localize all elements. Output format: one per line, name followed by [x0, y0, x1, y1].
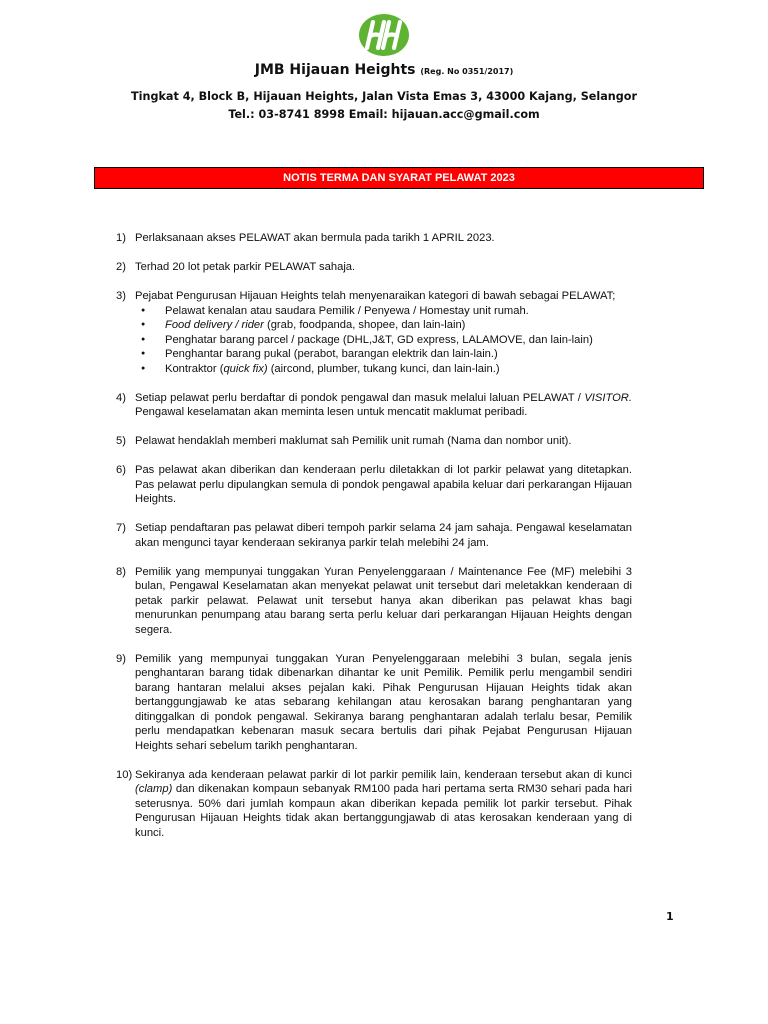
item-number: 2) [116, 261, 126, 273]
hh-logo [358, 13, 410, 57]
term-item-5 [116, 434, 632, 449]
item-number: 3) [116, 290, 126, 302]
org-contact: Tel.: 03-8741 8998 Email: hijauan.acc@gmail.com [228, 108, 540, 121]
item-text: Perlaksanaan akses PELAWAT akan bermula pada tarikh 1 APRIL 2023. [135, 232, 495, 244]
item-text: Setiap pelawat perlu berdaftar di pondok pengawal dan masuk melalui laluan PELAWAT / VISITOR. Pengawal keselamatan akan meminta lesen untuk mencatit maklumat peribadi. [135, 391, 632, 418]
terms-list [116, 231, 632, 855]
item-number: 8) [116, 565, 126, 578]
item-text: Terhad 20 lot petak parkir PELAWAT sahaja. [135, 261, 356, 273]
org-name-line [0, 62, 768, 78]
item-number: 9) [116, 652, 126, 665]
term-item-1 [116, 231, 632, 246]
item-text: Pas pelawat akan diberikan dan kenderaan perlu diletakkan di lot parkir pelawat yang ditetapkan. Pas pelawat perlu dipulangkan semula di pondok pengawal apabila keluar dari perkarangan Hijauan Heights. [135, 464, 632, 505]
page-number: 1 [666, 910, 674, 923]
bullet-item: ● Pelawat kenalan atau saudara Pemilik / Penyewa / Homestay unit rumah. [135, 304, 632, 319]
item-number: 6) [116, 464, 126, 476]
item-number: 10) [116, 768, 133, 781]
item-text: Sekiranya ada kenderaan pelawat parkir di lot parkir pemilik lain, kenderaan tersebut akan di kunci (clamp) dan dikenakan kompaun sebanyak RM100 pada hari pertama serta RM30 sehari pada hari seterusnya. 50% dari jumlah kompaun akan diberikan kepada pemilik lot parkir tersebut. Pihak Pengurusan Hijauan Heights tidak akan bertanggungjawab di atas kerosakan kenderaan yang di kunci. [135, 768, 632, 839]
item-number: 4) [116, 391, 126, 404]
item-text: Pemilik yang mempunyai tunggakan Yuran Penyelenggaraan / Maintenance Fee (MF) melebihi 3 bulan, Pengawal Keselamatan akan menyekat pelawat unit tersebut dari meletakkan kenderaan di petak parkir pelawat. Pelawat unit tersebut hanya akan diberikan pas pelawat khas bagi menurunkan penumpang atau barang serta perlu keluar dari perkarangan Hijauan Heights dengan segera. [135, 565, 632, 636]
term-item-7 [116, 521, 632, 550]
item-number: 1) [116, 232, 126, 244]
notice-title-banner: NOTIS TERMA DAN SYARAT PELAWAT 2023 [94, 167, 704, 189]
term-item-3 [116, 289, 632, 376]
item-text: Pemilik yang mempunyai tunggakan Yuran Penyelenggaraan melebihi 3 bulan, segala jenis penghantaran barang tidak dibenarkan dihantar ke unit Pemilik. Pemilik perlu mengambil sendiri barang hantaran melalui akses pejalan kaki. Pihak Pengurusan Hijauan Heights tidak akan bertanggungjawab ke atas sebarang kehilangan atau kerosakan barang penghantaran yang ditinggalkan di pondok pengawal. Sekiranya barang penghantaran adalah terlalu besar, Pemilik perlu mendapatkan kebenaran masuk secara bertulis dari pihak Pejabat Pengurusan Hijauan Heights sehari sebelum tarikh penghantaran. [135, 652, 632, 752]
term-item-8 [116, 565, 632, 638]
item-number: 7) [116, 522, 126, 534]
term-item-6 [116, 463, 632, 507]
item-text: Pelawat hendaklah memberi maklumat sah Pemilik unit rumah (Nama dan nombor unit). [135, 435, 572, 447]
org-address: Tingkat 4, Block B, Hijauan Heights, Jalan Vista Emas 3, 43000 Kajang, Selangor [131, 90, 637, 103]
bullet-item: ● Penghatar barang parcel / package (DHL,J&T, GD express, LALAMOVE, dan lain-lain) [135, 333, 632, 348]
org-name: JMB Hijauan Heights [254, 62, 416, 78]
term-item-9 [116, 652, 632, 754]
visitor-category-list [135, 304, 632, 377]
reg-number: (Reg. No 0351/2017) [420, 67, 514, 76]
item-text: Setiap pendaftaran pas pelawat diberi tempoh parkir selama 24 jam sahaja. Pengawal keselamatan akan mengunci tayar kenderaan sekiranya parkir telah melebihi 24 jam. [135, 522, 632, 549]
term-item-10 [116, 768, 632, 841]
term-item-2 [116, 260, 632, 275]
bullet-item: ● Penghantar barang pukal (perabot, barangan elektrik dan lain-lain.) [135, 347, 632, 362]
term-item-4 [116, 391, 632, 420]
bullet-item: ● Food delivery / rider (grab, foodpanda, shopee, dan lain-lain) [135, 318, 632, 333]
item-number: 5) [116, 435, 126, 447]
item-text: Pejabat Pengurusan Hijauan Heights telah menyenaraikan kategori di bawah sebagai PELAWAT; [135, 290, 616, 302]
bullet-item: ● Kontraktor (quick fix) (aircond, plumber, tukang kunci, dan lain-lain.) [135, 362, 632, 377]
